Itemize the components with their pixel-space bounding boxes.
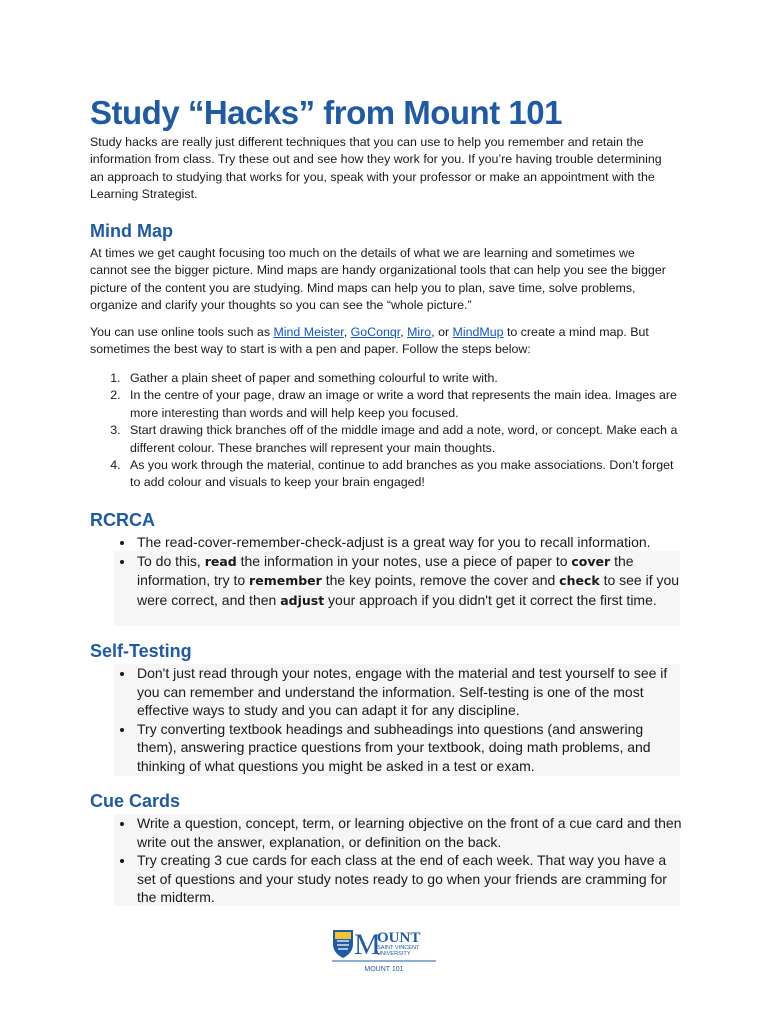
list-item: 4. As you work through the material, continue to add branches as you make associations. Don’t forget to add colour and visuals to keep your brain engaged! [124,457,684,492]
text-run: your approach if you didn't get it correct the first time. [324,591,657,608]
list-item: 1. Gather a plain sheet of paper and something colourful to write with. [124,370,684,387]
list-item: 2. In the centre of your page, draw an image or write a word that represents the main idea. Images are more interesting than words and will help keep you focused. [124,387,684,422]
list-item: • Don't just read through your notes, engage with the material and test yourself to see if you can remember and understand the information. Self-testing is one of the most effective ways to study and you can adapt it for any discipline. [135,664,683,720]
self-testing-list [90,664,683,776]
list-item: • The read-cover-remember-check-adjust is a great way for you to recall information. [135,533,683,552]
text-run: To do this, [137,552,205,569]
list-item: • Try converting textbook headings and subheadings into questions (and answering them), answering practice questions from your textbook, doing math problems, and thinking of what questions you might be asked in a test or exam. [135,720,683,776]
keyword-cover: cover [571,553,611,569]
mind-meister-link[interactable]: Mind Meister [273,325,344,339]
page-title: Study “Hacks” from Mount 101 [90,94,562,131]
cue-cards-heading: Cue Cards [90,791,181,811]
text-run: the information, try to [137,552,634,589]
logo-ount-text: OUNT [377,930,421,946]
goconqr-link[interactable]: GoConqr [350,325,401,339]
online-tools-prefix: You can use online tools such as [90,325,274,339]
cue-cards-list [90,814,683,907]
logo-subtitle-1: SAINT VINCENT [377,945,420,951]
online-tools-suffix: to create a mind map. But sometimes the best way to start is with a pen and paper. Follow the steps below: [90,325,649,357]
rcrca-heading: RCRCA [90,510,155,530]
text-run: the key points, remove the cover and [321,572,560,589]
text-run: to see if you were correct, and then [137,572,680,608]
miro-link[interactable]: Miro [407,325,432,339]
separator: , [400,325,408,339]
keyword-adjust: adjust [280,592,325,608]
mind-map-heading: Mind Map [90,221,173,241]
list-item [135,552,683,611]
separator: , or [431,325,453,339]
intro-paragraph: Study hacks are really just different techniques that you can use to help you remember and retain the information from class. Try these out and see how they work for you. If you’re having trouble determining an approach to studying that works for you, speak with your professor or make an appointment with the Learning Strategist. [90,135,662,202]
list-item: • Try creating 3 cue cards for each class at the end of each week. That way you have a set of questions and your study notes ready to go when your friends are cramming for the midterm. [135,851,683,907]
online-tools-paragraph [90,324,675,359]
text-run: the information in your notes, use a piece of paper to [236,552,572,569]
mount-logo [332,928,436,974]
keyword-remember: remember [249,573,322,589]
shield-crest-icon [332,928,436,974]
separator: , [343,325,351,339]
logo-subtitle-2: UNIVERSITY [377,951,411,957]
list-item: • Write a question, concept, term, or learning objective on the front of a cue card and then write out the answer, explanation, or definition on the back. [135,814,683,851]
keyword-read: read [204,553,237,569]
logo-caption: MOUNT 101 [364,966,404,973]
self-testing-heading: Self-Testing [90,641,192,661]
keyword-check: check [559,573,600,589]
mind-map-steps [90,370,684,492]
mindmup-link[interactable]: MindMup [452,325,504,339]
mind-map-paragraph: At times we get caught focusing too much on the details of what we are learning and sometimes we cannot see the bigger picture. Mind maps are handy organizational tools that can help you see the bigger picture of the content you are studying. Mind maps can help you to plan, save time, solve problems, organize and clarify your thoughts so you can see the “whole picture.” [90,246,666,313]
logo-m-letter: M [354,928,381,961]
list-item: 3. Start drawing thick branches off of the middle image and add a note, word, or concept. Make each a different colour. These branches will represent your main thoughts. [124,422,684,457]
rcrca-list [90,533,683,610]
